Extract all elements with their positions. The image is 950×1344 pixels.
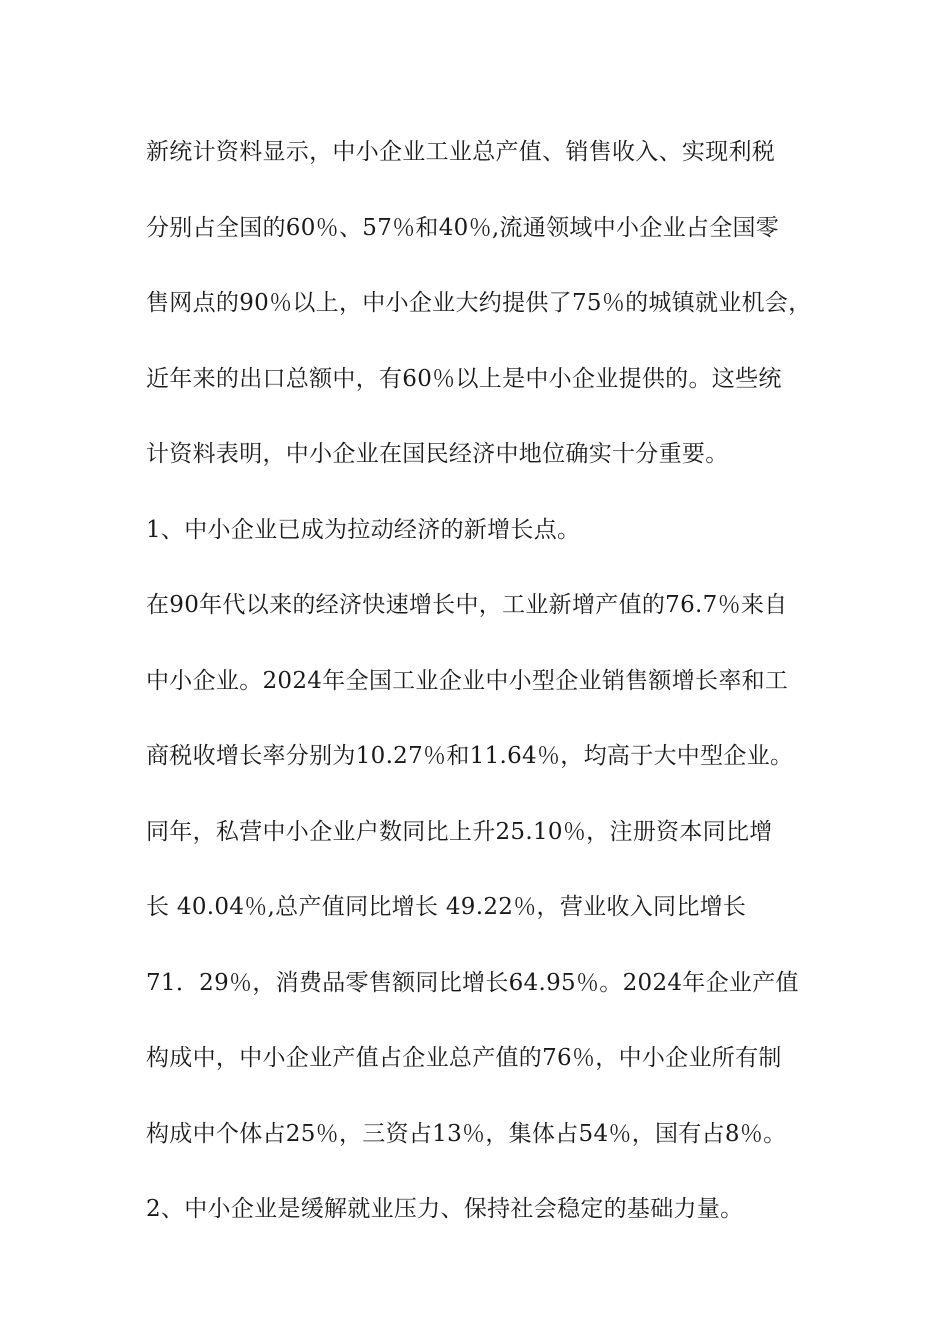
text-line: 构成中个体占25％，三资占13％，集体占54％，国有占8％。 bbox=[146, 1120, 787, 1147]
text-line: 近年来的出口总额中，有60％以上是中小企业提供的。这些统 bbox=[146, 365, 782, 392]
body-text bbox=[146, 130, 816, 1263]
section-heading-2: 2、中小企业是缓解就业压力、保持社会稳定的基础力量。 bbox=[146, 1196, 744, 1222]
section-heading-1: 1、中小企业已成为拉动经济的新增长点。 bbox=[146, 516, 581, 543]
text-line: 计资料表明，中小企业在国民经济中地位确实十分重要。 bbox=[146, 441, 729, 467]
text-line: 同年，私营中小企业户数同比上升25.10％，注册资本同比增 bbox=[146, 818, 773, 845]
text-line: 在90年代以来的经济快速增长中，工业新增产值的76.7％来自 bbox=[146, 592, 788, 618]
text-line: 新统计资料显示，中小企业工业总产值、销售收入、实现利税 bbox=[146, 139, 776, 165]
text-line: 构成中，中小企业产值占企业总产值的76％，中小企业所有制 bbox=[146, 1045, 782, 1071]
text-line: 商税收增长率分别为10.27％和11.64％，均高于大中型企业。 bbox=[146, 743, 794, 769]
text-line: 售网点的90％以上，中小企业大约提供了75％的城镇就业机会， bbox=[146, 290, 812, 316]
text-line: 中小企业。2024年全国工业企业中小型企业销售额增长率和工 bbox=[146, 667, 789, 694]
text-line: 71．29％，消费品零售额同比增长64.95％。2024年企业产值 bbox=[146, 969, 799, 996]
text-line: 长 40.04％,总产值同比增长 49.22％，营业收入同比增长 bbox=[146, 894, 747, 920]
text-line: 分别占全国的60％、57％和40％,流通领域中小企业占全国零 bbox=[146, 214, 780, 241]
